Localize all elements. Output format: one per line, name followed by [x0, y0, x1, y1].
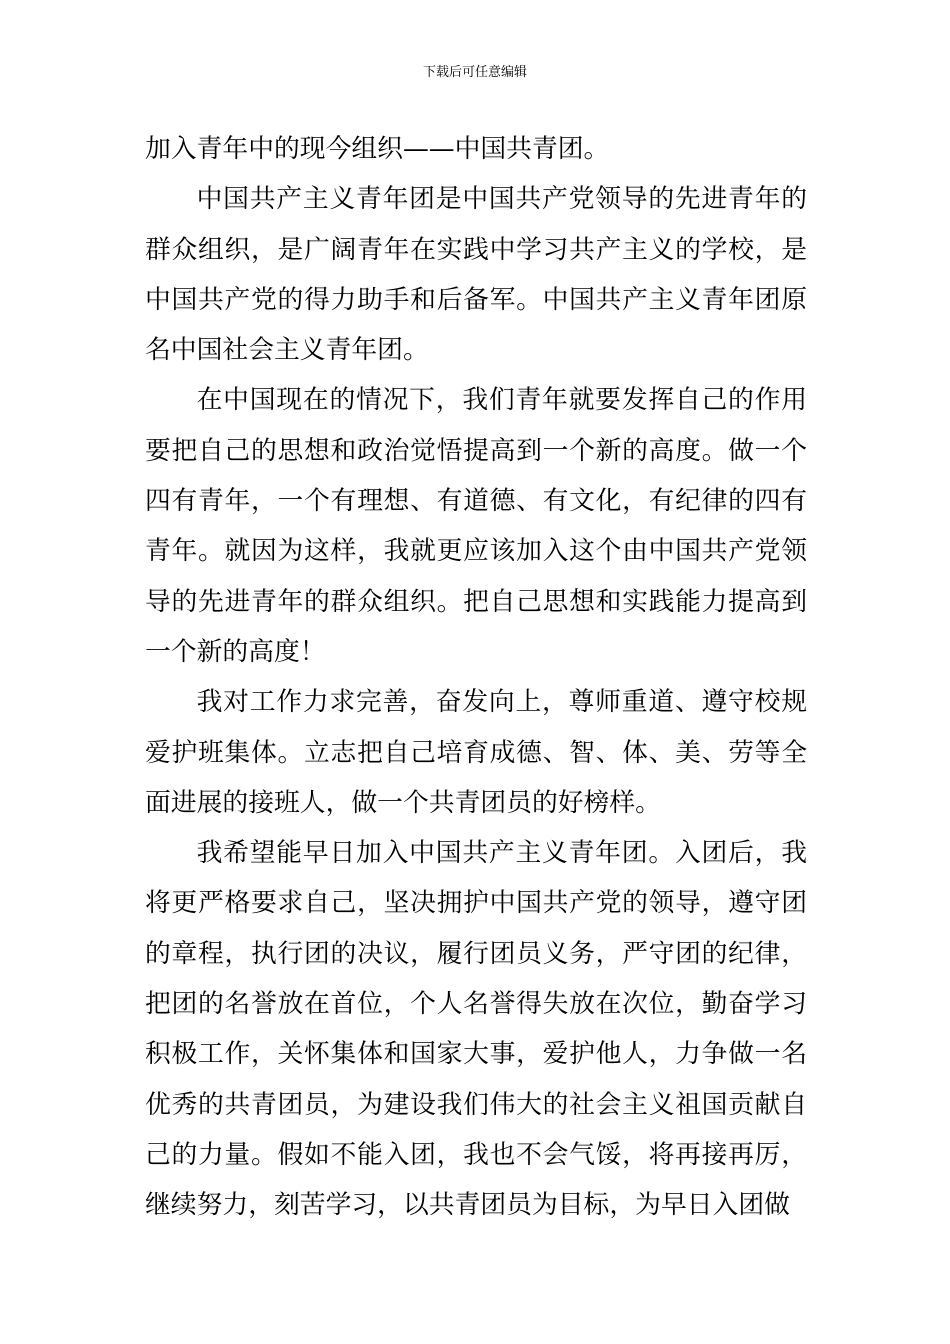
paragraph-1: 加入青年中的现今组织——中国共青团。 [145, 134, 610, 164]
page-header: 下载后可任意编辑 [422, 65, 527, 80]
paragraph-2: 中国共产主义青年团是中国共产党领导的先进青年的群众组织，是广阔青年在实践中学习共产主义的学校，是中国共产党的得力助手和后备军。中国共产主义青年团原名中国社会主义青年团。 [145, 184, 807, 366]
paragraph-4: 我对工作力求完善，奋发向上，尊师重道、遵守校规爱护班集体。立志把自己培育成德、智、体、美、劳等全面进展的接班人，做一个共青团员的好榜样。 [145, 687, 807, 818]
paragraph-5: 我希望能早日加入中国共产主义青年团。入团后，我将更严格要求自己，坚决拥护中国共产党的领导，遵守团的章程，执行团的决议，履行团员义务，严守团的纪律，把团的名誉放在首位，个人名誉得失放在次位，勤奋学习积极工作，关怀集体和国家大事，爱护他人，力争做一名优秀的共青团员，为建设我们伟大的社会主义祖国贡献自己的力量。假如不能入团，我也不会气馁，将再接再厉，继续努力，刻苦学习，以共青团员为目标，为早日入团做 [145, 838, 807, 1221]
paragraph-3: 在中国现在的情况下，我们青年就要发挥自己的作用要把自己的思想和政治觉悟提高到一个新的高度。做一个四有青年，一个有理想、有道德、有文化，有纪律的四有青年。就因为这样，我就更应该加入这个由中国共产党领导的先进青年的群众组织。把自己思想和实践能力提高到一个新的高度！ [145, 385, 807, 667]
document-body [145, 124, 807, 1231]
